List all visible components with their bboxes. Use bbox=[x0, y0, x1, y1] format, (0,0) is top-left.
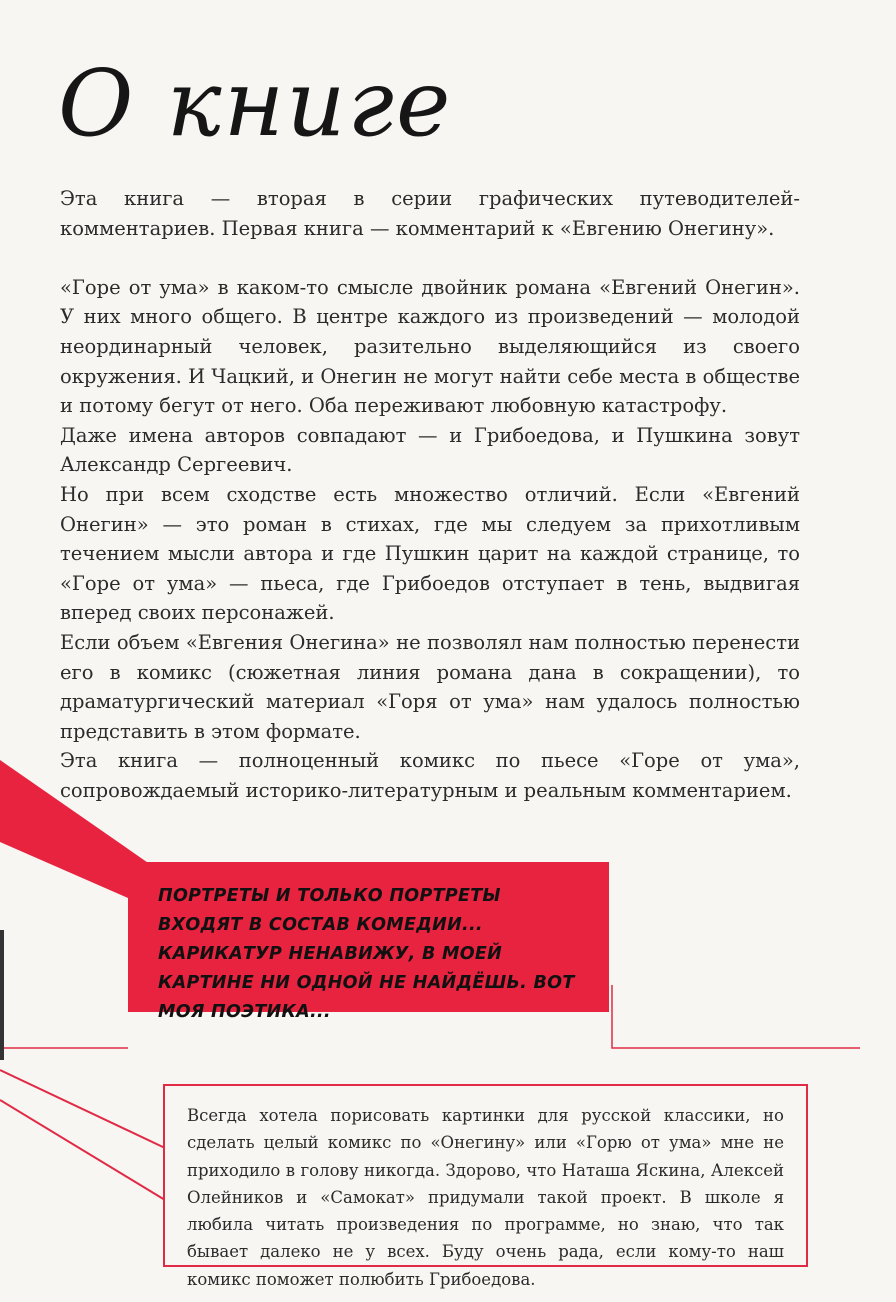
note-text: Всегда хотела порисовать картинки для русской классики, но сделать целый комикс по «Онегину» или «Горю от ума» мне не приходило в голову никогда. Здорово, что Наташа Яскина, Алексей Олейников и «Самокат» придумали такой проект. В школе я любила читать произведения по программе, но знаю, что так бывает далеко не у всех. Буду очень рада, если кому-то наш комикс поможет полюбить Грибоедова. bbox=[187, 1106, 784, 1289]
frame-line bbox=[612, 985, 860, 1048]
quote-box bbox=[128, 862, 609, 1022]
paragraph: Даже имена авторов совпадают — и Грибоедова, и Пушкина зовут Александр Сергеевич. bbox=[60, 423, 800, 477]
quote-text: ПОРТРЕТЫ И ТОЛЬКО ПОРТРЕТЫ ВХОДЯТ В СОСТАВ КОМЕДИИ... КАРИКАТУР НЕНАВИЖУ, В МОЕЙ КАРТИНЕ НИ ОДНОЙ НЕ НАЙДЁШЬ. ВОТ МОЯ ПОЭТИКА... bbox=[158, 886, 575, 1022]
paragraph: Если объем «Евгения Онегина» не позволял нам полностью перенести его в комикс (сюжетная линия романа дана в сокращении), то драматургический материал «Горя от ума» нам удалось полностью представить в этом формате. bbox=[60, 630, 800, 743]
note-bubble-tail-lower bbox=[0, 1100, 165, 1200]
note-box bbox=[163, 1084, 808, 1289]
paragraph: Эта книга — полноценный комикс по пьесе «Горе от ума», сопровождаемый историко-литературным и реальным комментарием. bbox=[60, 749, 800, 802]
note-bubble-tail bbox=[0, 1070, 165, 1148]
paragraph: Но при всем сходстве есть множество отличий. Если «Евгений Онегин» — это роман в стихах, где мы следуем за прихотливым течением мысли автора и где Пушкин царит на каждой странице, то «Горе от ума» — пьеса, где Грибоедов отступает в тень, выдвигая вперед своих персонажей. bbox=[60, 482, 800, 625]
page-edge-shadow bbox=[0, 930, 4, 1060]
paragraph: «Горе от ума» в каком-то смысле двойник романа «Евгений Онегин». У них много общего. В центре каждого из произведений — молодой неординарный человек, разительно выделяющийся из своего окружения. И Чацкий, и Онегин не могут найти себе места в обществе и потому бегут от него. Оба переживают любовную катастрофу. bbox=[60, 275, 800, 418]
paragraph: Эта книга — вторая в серии графических путеводителей-комментариев. Первая книга — комментарий к «Евгению Онегину». bbox=[60, 187, 800, 240]
page-title: О книге bbox=[58, 50, 453, 157]
body-text bbox=[60, 184, 800, 805]
